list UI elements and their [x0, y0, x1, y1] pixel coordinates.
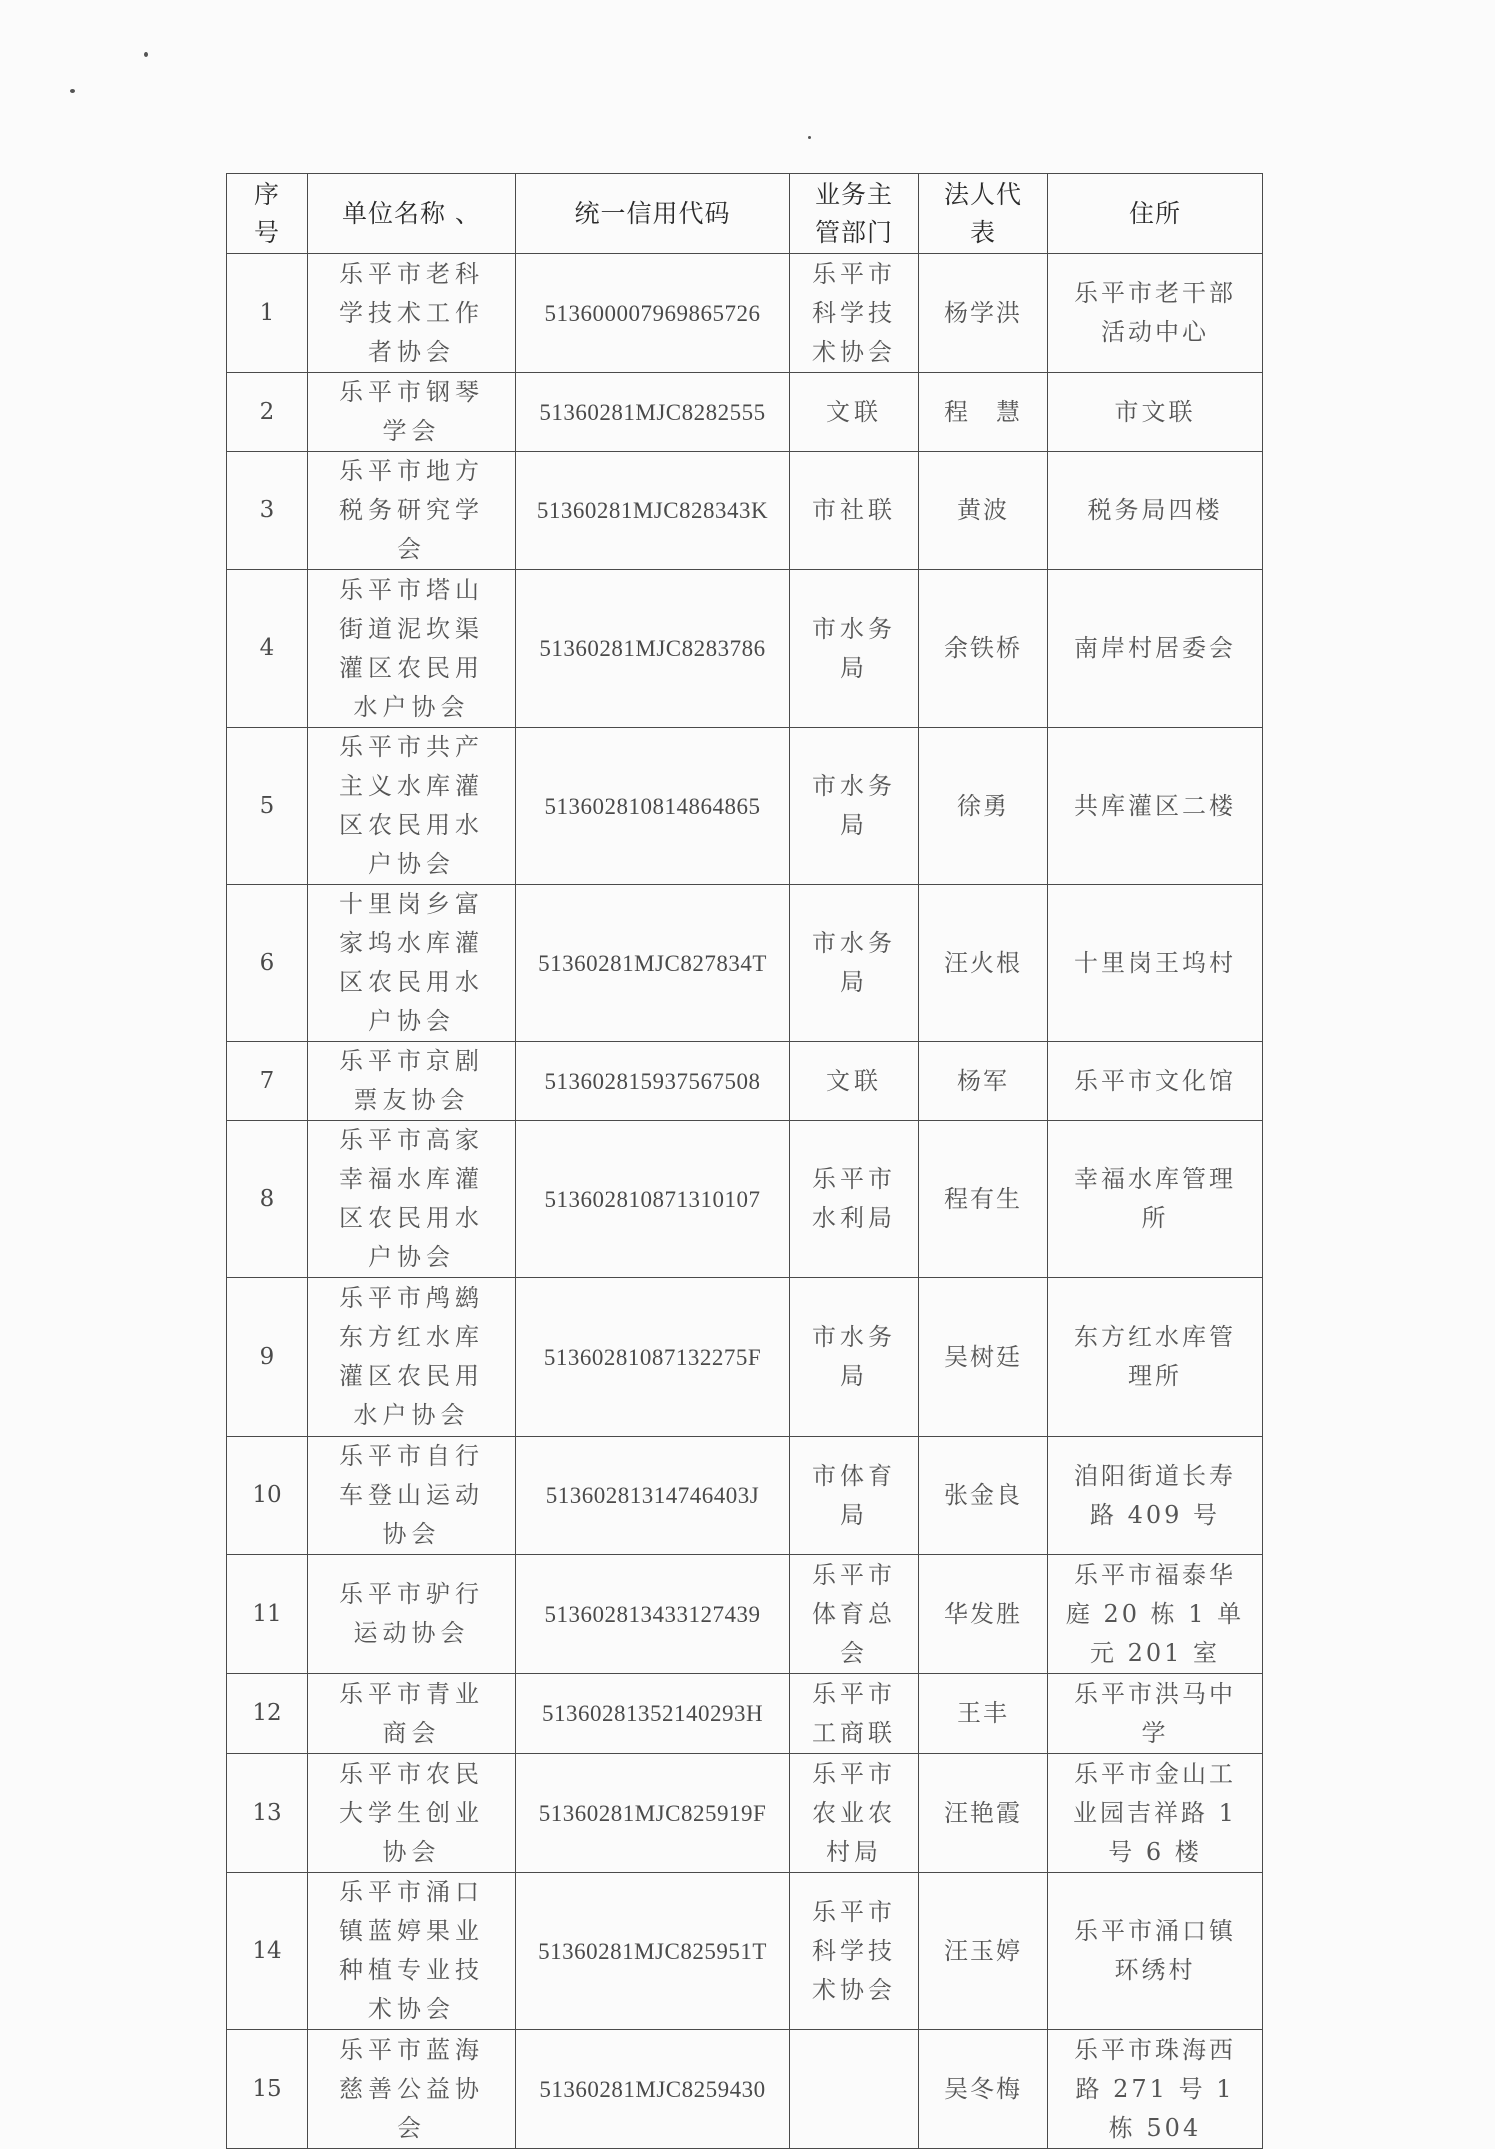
supervising-dept-cell: 市社联 — [790, 452, 919, 570]
serial-no-cell: 8 — [227, 1121, 308, 1278]
credit-code-cell: 51360281MJC8259430 — [516, 2030, 790, 2149]
supervising-dept-cell: 乐平市水利局 — [790, 1121, 919, 1278]
unit-name-cell: 乐平市鸬鹚东方红水库灌区农民用水户协会 — [308, 1278, 516, 1437]
credit-code-cell: 513602813433127439 — [516, 1555, 790, 1674]
header-legal-rep: 法人代表 — [919, 174, 1048, 254]
address-cell: 乐平市文化馆 — [1048, 1042, 1263, 1121]
table-row — [227, 1121, 1263, 1278]
header-unit-name: 单位名称 、 — [308, 174, 516, 254]
credit-code-cell: 51360281MJC828343K — [516, 452, 790, 570]
table-row — [227, 254, 1263, 373]
legal-rep-cell: 杨学洪 — [919, 254, 1048, 373]
unit-name-cell: 乐平市青业商会 — [308, 1674, 516, 1754]
unit-name-cell: 乐平市京剧票友协会 — [308, 1042, 516, 1121]
credit-code-cell: 513602810814864865 — [516, 728, 790, 885]
serial-no-cell: 6 — [227, 885, 308, 1042]
scan-speck — [144, 52, 148, 57]
address-cell: 乐平市洪马中学 — [1048, 1674, 1263, 1754]
credit-code-cell: 51360000796986572​6 — [516, 254, 790, 373]
address-cell: 南岸村居委会 — [1048, 570, 1263, 728]
legal-rep-cell: 汪玉婷 — [919, 1873, 1048, 2030]
serial-no-cell: 7 — [227, 1042, 308, 1121]
address-cell: 乐平市金山工业园吉祥路 1 号 6 楼 — [1048, 1754, 1263, 1873]
legal-rep-cell: 吴冬梅 — [919, 2030, 1048, 2149]
legal-rep-cell: 程 慧 — [919, 373, 1048, 452]
address-cell: 十里岗王坞村 — [1048, 885, 1263, 1042]
header-serial-no: 序号 — [227, 174, 308, 254]
unit-name-cell: 乐平市塔山街道泥坎渠灌区农民用水户协会 — [308, 570, 516, 728]
serial-no-cell: 13 — [227, 1754, 308, 1873]
table-row — [227, 2030, 1263, 2149]
credit-code-cell: 51360281352140293H — [516, 1674, 790, 1754]
supervising-dept-cell: 市水务局 — [790, 885, 919, 1042]
legal-rep-cell: 程有生 — [919, 1121, 1048, 1278]
legal-rep-cell: 余铁桥 — [919, 570, 1048, 728]
legal-rep-cell: 吴树廷 — [919, 1278, 1048, 1437]
legal-rep-cell: 黄波 — [919, 452, 1048, 570]
supervising-dept-cell: 市体育局 — [790, 1437, 919, 1555]
credit-code-cell: 51360281MJC8282555 — [516, 373, 790, 452]
supervising-dept-cell: 市水务局 — [790, 570, 919, 728]
legal-rep-cell: 杨军 — [919, 1042, 1048, 1121]
header-credit-code: 统一信用代码 — [516, 174, 790, 254]
unit-name-cell: 乐平市驴行运动协会 — [308, 1555, 516, 1674]
association-registry-table — [226, 173, 1263, 2149]
unit-name-cell: 乐平市农民大学生创业协会 — [308, 1754, 516, 1873]
table-row — [227, 1278, 1263, 1437]
supervising-dept-cell: 乐平市体育总会 — [790, 1555, 919, 1674]
serial-no-cell: 1 — [227, 254, 308, 373]
unit-name-cell: 乐平市共产主义水库灌区农民用水户协会 — [308, 728, 516, 885]
address-cell: 共库灌区二楼 — [1048, 728, 1263, 885]
unit-name-cell: 乐平市自行车登山运动协会 — [308, 1437, 516, 1555]
supervising-dept-cell: 乐平市工商联 — [790, 1674, 919, 1754]
credit-code-cell: 513602810871310107 — [516, 1121, 790, 1278]
table-row — [227, 1674, 1263, 1754]
address-cell: 乐平市涌口镇环绣村 — [1048, 1873, 1263, 2030]
serial-no-cell: 3 — [227, 452, 308, 570]
credit-code-cell: 51360281MJC827834T — [516, 885, 790, 1042]
legal-rep-cell: 汪火根 — [919, 885, 1048, 1042]
table-row — [227, 373, 1263, 452]
scan-speck — [70, 89, 75, 93]
legal-rep-cell: 汪艳霞 — [919, 1754, 1048, 1873]
table-row — [227, 728, 1263, 885]
supervising-dept-cell: 市水务局 — [790, 1278, 919, 1437]
address-cell: 东方红水库管理所 — [1048, 1278, 1263, 1437]
serial-no-cell: 12 — [227, 1674, 308, 1754]
credit-code-cell: 51360281MJC825919F — [516, 1754, 790, 1873]
unit-name-cell: 乐平市蓝海慈善公益协会 — [308, 2030, 516, 2149]
unit-name-cell: 乐平市钢琴学会 — [308, 373, 516, 452]
scan-speck — [808, 136, 811, 139]
address-cell: 市文联 — [1048, 373, 1263, 452]
unit-name-cell: 乐平市高家幸福水库灌区农民用水户协会 — [308, 1121, 516, 1278]
table-row — [227, 570, 1263, 728]
supervising-dept-cell — [790, 2030, 919, 2149]
address-cell: 乐平市福泰华庭 20 栋 1 单元 201 室 — [1048, 1555, 1263, 1674]
serial-no-cell: 15 — [227, 2030, 308, 2149]
table-row — [227, 452, 1263, 570]
serial-no-cell: 2 — [227, 373, 308, 452]
credit-code-cell: 51360281087132275F — [516, 1278, 790, 1437]
table-body — [227, 254, 1263, 2149]
address-cell: 乐平市老干部活动中心 — [1048, 254, 1263, 373]
unit-name-cell: 乐平市涌口镇蓝婷果业种植专业技术协会 — [308, 1873, 516, 2030]
table-row — [227, 1042, 1263, 1121]
legal-rep-cell: 张金良 — [919, 1437, 1048, 1555]
supervising-dept-cell: 文联 — [790, 373, 919, 452]
supervising-dept-cell: 市水务局 — [790, 728, 919, 885]
table-row — [227, 1873, 1263, 2030]
table-row — [227, 1437, 1263, 1555]
serial-no-cell: 4 — [227, 570, 308, 728]
credit-code-cell: 51360281314746403J — [516, 1437, 790, 1555]
table-row — [227, 885, 1263, 1042]
credit-code-cell: 513602815937567508 — [516, 1042, 790, 1121]
supervising-dept-cell: 乐平市科学技术协会 — [790, 254, 919, 373]
unit-name-cell: 乐平市地方税务研究学会 — [308, 452, 516, 570]
credit-code-cell: 51360281MJC8283786 — [516, 570, 790, 728]
table-row — [227, 1754, 1263, 1873]
serial-no-cell: 9 — [227, 1278, 308, 1437]
legal-rep-cell: 华发胜 — [919, 1555, 1048, 1674]
header-supervising-dept: 业务主管部门 — [790, 174, 919, 254]
serial-no-cell: 11 — [227, 1555, 308, 1674]
address-cell: 洎阳街道长寿路 409 号 — [1048, 1437, 1263, 1555]
unit-name-cell: 十里岗乡富家坞水库灌区农民用水户协会 — [308, 885, 516, 1042]
supervising-dept-cell: 乐平市农业农村局 — [790, 1754, 919, 1873]
table-row — [227, 1555, 1263, 1674]
unit-name-cell: 乐平市老科学技术工作者协会 — [308, 254, 516, 373]
legal-rep-cell: 王丰 — [919, 1674, 1048, 1754]
supervising-dept-cell: 乐平市科学技术协会 — [790, 1873, 919, 2030]
address-cell: 乐平市珠海西路 271 号 1 栋 504 — [1048, 2030, 1263, 2149]
serial-no-cell: 10 — [227, 1437, 308, 1555]
address-cell: 幸福水库管理所 — [1048, 1121, 1263, 1278]
supervising-dept-cell: 文联 — [790, 1042, 919, 1121]
serial-no-cell: 5 — [227, 728, 308, 885]
serial-no-cell: 14 — [227, 1873, 308, 2030]
header-address: 住所 — [1048, 174, 1263, 254]
credit-code-cell: 51360281MJC825951T — [516, 1873, 790, 2030]
address-cell: 税务局四楼 — [1048, 452, 1263, 570]
table-header-row — [227, 174, 1263, 254]
legal-rep-cell: 徐勇 — [919, 728, 1048, 885]
